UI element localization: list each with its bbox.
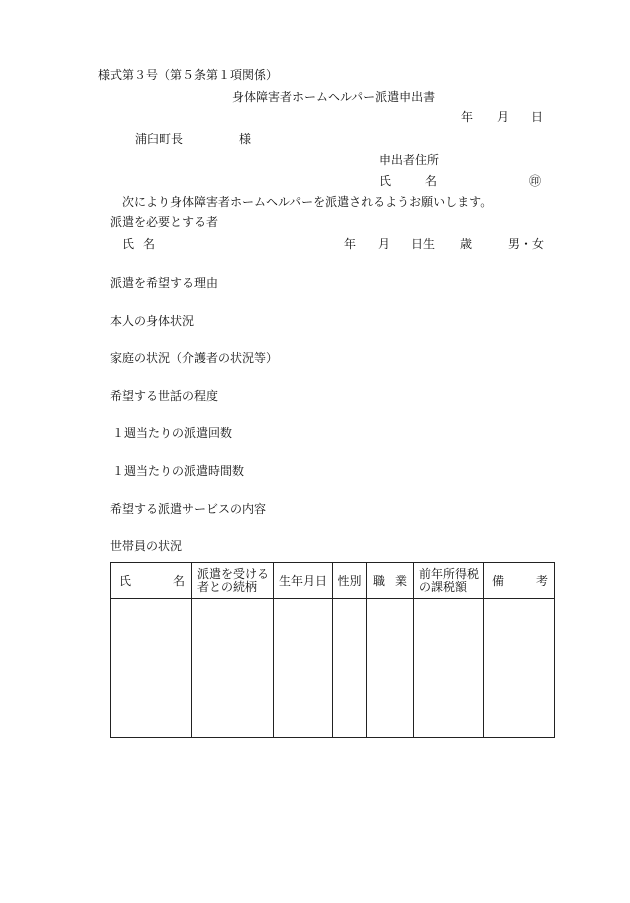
seal-mark: ㊞ (529, 174, 542, 188)
header-income-tax: 前年所得税 の課税額 (414, 563, 484, 599)
cell-income-tax (414, 599, 484, 738)
section-visits-per-week: １週当たりの派遣回数 (112, 426, 233, 440)
date-month-label: 月 (497, 110, 510, 124)
form-title: 身体障害者ホームヘルパー派遣申出書 (232, 90, 436, 104)
header-birthdate: 生年月日 (274, 563, 333, 599)
header-occupation: 職 業 (367, 563, 414, 599)
intro-text: 次により身体障害者ホームヘルパーを派遣されるようお願いします。 (122, 195, 493, 209)
applicant-name-label-1: 氏 (379, 174, 392, 188)
age-label: 歳 (460, 237, 473, 251)
header-relation: 派遣を受ける 者との続柄 (192, 563, 274, 599)
form-number: 様式第３号（第５条第１項関係） (98, 68, 279, 82)
person-name-label-2: 名 (143, 237, 156, 251)
header-notes: 備 考 (484, 563, 555, 599)
applicant-name-label-2: 名 (425, 174, 438, 188)
table-row (111, 599, 555, 738)
addressee-honorific: 様 (239, 132, 252, 146)
section-reason: 派遣を希望する理由 (110, 276, 219, 290)
section-hours-per-week: １週当たりの派遣時間数 (112, 464, 245, 478)
header-sex: 性別 (333, 563, 367, 599)
sex-options: 男・女 (508, 237, 545, 251)
person-needed-heading: 派遣を必要とする者 (110, 215, 219, 229)
section-household-members: 世帯員の状況 (110, 539, 183, 553)
applicant-address-label: 申出者住所 (379, 153, 440, 167)
date-day-label: 日 (531, 110, 544, 124)
person-name-label-1: 氏 (122, 237, 135, 251)
date-year-label: 年 (461, 110, 474, 124)
addressee-name: 浦臼町長 (135, 132, 184, 146)
birth-day-label: 日生 (411, 237, 436, 251)
section-family-situation: 家庭の状況（介護者の状況等） (110, 351, 279, 365)
section-physical-condition: 本人の身体状況 (110, 314, 195, 328)
cell-name (111, 599, 192, 738)
cell-birthdate (274, 599, 333, 738)
header-name: 氏 名 (111, 563, 192, 599)
cell-occupation (367, 599, 414, 738)
cell-sex (333, 599, 367, 738)
household-members-table (110, 562, 555, 738)
birth-year-label: 年 (344, 237, 357, 251)
section-care-level: 希望する世話の程度 (110, 389, 219, 403)
birth-month-label: 月 (378, 237, 391, 251)
table-header-row (111, 563, 555, 599)
cell-notes (484, 599, 555, 738)
cell-relation (192, 599, 274, 738)
section-service-content: 希望する派遣サービスの内容 (110, 502, 267, 516)
